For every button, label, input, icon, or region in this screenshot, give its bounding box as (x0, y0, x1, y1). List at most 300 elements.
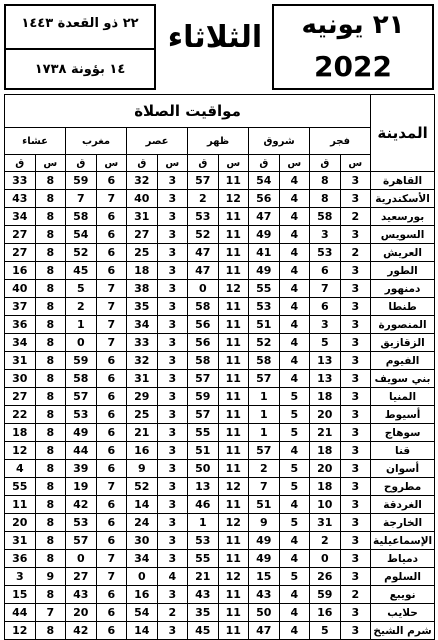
isha-minute: 36 (5, 550, 36, 568)
fajr-minute: 3 (310, 226, 341, 244)
table-row (5, 316, 435, 334)
asr-hour: 3 (157, 460, 188, 478)
shuruq-minute: 47 (249, 622, 280, 640)
dhuhr-minute: 21 (188, 568, 219, 586)
shuruq-minute: 58 (249, 352, 280, 370)
maghrib-minute: 45 (66, 262, 97, 280)
city-name: دمياط (371, 550, 435, 568)
shuruq-minute: 7 (249, 478, 280, 496)
maghrib-minute: 59 (66, 172, 97, 190)
fajr-hour: 3 (340, 262, 371, 280)
prayer-header-maghrib: مغرب (66, 128, 127, 155)
shuruq-hour: 5 (279, 568, 310, 586)
city-name: سوهاج (371, 424, 435, 442)
fajr-hour: 3 (340, 496, 371, 514)
shuruq-hour: 4 (279, 496, 310, 514)
fajr-hour: 3 (340, 514, 371, 532)
units-row (5, 155, 435, 172)
asr-hour: 2 (157, 604, 188, 622)
asr-hour: 3 (157, 514, 188, 532)
dhuhr-minute: 47 (188, 262, 219, 280)
isha-hour: 8 (35, 226, 66, 244)
fajr-minute: 18 (310, 442, 341, 460)
asr-minute: 29 (127, 388, 158, 406)
table-row (5, 298, 435, 316)
dhuhr-hour: 11 (218, 316, 249, 334)
dhuhr-hour: 11 (218, 208, 249, 226)
isha-hour: 8 (35, 352, 66, 370)
maghrib-hour: 6 (96, 172, 127, 190)
asr-minute: 14 (127, 496, 158, 514)
maghrib-hour: 7 (96, 298, 127, 316)
maghrib-minute: 39 (66, 460, 97, 478)
asr-minute: 18 (127, 262, 158, 280)
isha-hour: 8 (35, 262, 66, 280)
table-row (5, 388, 435, 406)
city-name: أسيوط (371, 406, 435, 424)
city-name: القاهرة (371, 172, 435, 190)
asr-minute: 0 (127, 568, 158, 586)
dhuhr-minute: 56 (188, 334, 219, 352)
city-name: الغردقة (371, 496, 435, 514)
dhuhr-hour: 11 (218, 388, 249, 406)
table-row (5, 334, 435, 352)
maghrib-minute: 57 (66, 532, 97, 550)
dhuhr-hour: 11 (218, 352, 249, 370)
table-row (5, 460, 435, 478)
isha-hour: 8 (35, 478, 66, 496)
asr-hour: 3 (157, 172, 188, 190)
dhuhr-minute: 51 (188, 442, 219, 460)
asr-minute: 21 (127, 424, 158, 442)
fajr-hour: 3 (340, 172, 371, 190)
table-row (5, 514, 435, 532)
isha-hour: 8 (35, 424, 66, 442)
shuruq-hour: 4 (279, 244, 310, 262)
maghrib-minute: 58 (66, 370, 97, 388)
asr-minute: 38 (127, 280, 158, 298)
shuruq-hour: 5 (279, 478, 310, 496)
shuruq-hour: 4 (279, 532, 310, 550)
isha-hour: 7 (35, 604, 66, 622)
table-row (5, 622, 435, 640)
fajr-minute: 5 (310, 622, 341, 640)
isha-minute: 22 (5, 406, 36, 424)
shuruq-minute: 49 (249, 532, 280, 550)
fajr-hour: 3 (340, 298, 371, 316)
isha-minute: 44 (5, 604, 36, 622)
dhuhr-minute: 55 (188, 550, 219, 568)
isha-minute: 37 (5, 298, 36, 316)
maghrib-minute: 20 (66, 604, 97, 622)
shuruq-minute: 1 (249, 388, 280, 406)
maghrib-minute: 42 (66, 622, 97, 640)
asr-hour: 3 (157, 190, 188, 208)
maghrib-hour: 7 (96, 190, 127, 208)
shuruq-hour: 4 (279, 280, 310, 298)
city-name: العريش (371, 244, 435, 262)
city-name: بورسعيد (371, 208, 435, 226)
asr-hour: 3 (157, 334, 188, 352)
isha-hour: 9 (35, 568, 66, 586)
asr-minute: 16 (127, 442, 158, 460)
isha-minute: 55 (5, 478, 36, 496)
asr-hour: 3 (157, 208, 188, 226)
fajr-minute: 20 (310, 460, 341, 478)
maghrib-hour: 6 (96, 388, 127, 406)
shuruq-hour: 4 (279, 226, 310, 244)
dhuhr-minute: 57 (188, 370, 219, 388)
dhuhr-minute: 53 (188, 532, 219, 550)
shuruq-minute: 15 (249, 568, 280, 586)
hijri-date-box (4, 4, 156, 90)
city-name: دمنهور (371, 280, 435, 298)
city-name: السلوم (371, 568, 435, 586)
maghrib-minute: 7 (66, 190, 97, 208)
isha-hour: 8 (35, 460, 66, 478)
isha-minute: 36 (5, 316, 36, 334)
fajr-hour: 3 (340, 604, 371, 622)
asr-hour: 3 (157, 478, 188, 496)
maghrib-minute: 19 (66, 478, 97, 496)
table-row (5, 496, 435, 514)
isha-minute: 34 (5, 208, 36, 226)
shuruq-hour: 4 (279, 622, 310, 640)
maghrib-hour: 6 (96, 406, 127, 424)
table-body (5, 172, 435, 640)
table-row (5, 262, 435, 280)
maghrib-minute: 52 (66, 244, 97, 262)
fajr-minute: 6 (310, 298, 341, 316)
isha-minute: 3 (5, 568, 36, 586)
isha-hour: 8 (35, 388, 66, 406)
maghrib-hour: 7 (96, 334, 127, 352)
isha-minute: 12 (5, 622, 36, 640)
dhuhr-hour: 11 (218, 532, 249, 550)
gregorian-year: 2022 (314, 50, 392, 83)
prayer-names-row (5, 128, 435, 155)
isha-minute: 30 (5, 370, 36, 388)
shuruq-minute: 51 (249, 316, 280, 334)
isha-hour: 8 (35, 550, 66, 568)
fajr-hour: 2 (340, 586, 371, 604)
dhuhr-minute: 43 (188, 586, 219, 604)
asr-minute: 52 (127, 478, 158, 496)
hour-unit-label: س (96, 155, 127, 172)
city-name: الطور (371, 262, 435, 280)
asr-hour: 3 (157, 586, 188, 604)
maghrib-hour: 7 (96, 568, 127, 586)
maghrib-hour: 6 (96, 604, 127, 622)
isha-minute: 16 (5, 262, 36, 280)
isha-hour: 8 (35, 190, 66, 208)
header (4, 4, 434, 92)
minute-unit-label: ق (127, 155, 158, 172)
shuruq-hour: 4 (279, 550, 310, 568)
fajr-minute: 18 (310, 388, 341, 406)
isha-hour: 8 (35, 172, 66, 190)
isha-minute: 12 (5, 442, 36, 460)
asr-hour: 3 (157, 226, 188, 244)
shuruq-hour: 4 (279, 442, 310, 460)
table-row (5, 532, 435, 550)
dhuhr-hour: 11 (218, 406, 249, 424)
asr-hour: 3 (157, 550, 188, 568)
maghrib-hour: 6 (96, 352, 127, 370)
shuruq-hour: 4 (279, 298, 310, 316)
shuruq-hour: 5 (279, 406, 310, 424)
maghrib-minute: 5 (66, 280, 97, 298)
asr-minute: 31 (127, 208, 158, 226)
shuruq-minute: 43 (249, 586, 280, 604)
isha-minute: 27 (5, 226, 36, 244)
dhuhr-minute: 13 (188, 478, 219, 496)
fajr-hour: 3 (340, 478, 371, 496)
fajr-hour: 3 (340, 334, 371, 352)
maghrib-hour: 7 (96, 478, 127, 496)
fajr-hour: 3 (340, 388, 371, 406)
prayer-header-asr: عصر (127, 128, 188, 155)
isha-hour: 8 (35, 514, 66, 532)
city-name: قنا (371, 442, 435, 460)
isha-hour: 8 (35, 406, 66, 424)
maghrib-hour: 6 (96, 586, 127, 604)
fajr-hour: 2 (340, 244, 371, 262)
maghrib-hour: 6 (96, 442, 127, 460)
maghrib-minute: 49 (66, 424, 97, 442)
asr-minute: 40 (127, 190, 158, 208)
isha-minute: 15 (5, 586, 36, 604)
maghrib-minute: 0 (66, 550, 97, 568)
fajr-minute: 7 (310, 280, 341, 298)
dhuhr-minute: 59 (188, 388, 219, 406)
maghrib-minute: 42 (66, 496, 97, 514)
city-column-header: المدينة (371, 95, 435, 172)
dhuhr-minute: 52 (188, 226, 219, 244)
dhuhr-minute: 58 (188, 298, 219, 316)
shuruq-hour: 4 (279, 262, 310, 280)
shuruq-minute: 56 (249, 190, 280, 208)
asr-hour: 3 (157, 406, 188, 424)
isha-hour: 8 (35, 532, 66, 550)
isha-minute: 11 (5, 496, 36, 514)
fajr-minute: 8 (310, 190, 341, 208)
hijri-date: ٢٢ ذو القعدة ١٤٤٣ (21, 16, 139, 31)
shuruq-hour: 5 (279, 388, 310, 406)
maghrib-hour: 7 (96, 550, 127, 568)
fajr-minute: 0 (310, 550, 341, 568)
table-row (5, 208, 435, 226)
asr-minute: 30 (127, 532, 158, 550)
fajr-hour: 2 (340, 208, 371, 226)
asr-minute: 32 (127, 352, 158, 370)
city-name: الإسماعيلية (371, 532, 435, 550)
fajr-hour: 3 (340, 460, 371, 478)
dhuhr-hour: 11 (218, 226, 249, 244)
shuruq-minute: 49 (249, 262, 280, 280)
gregorian-date-box (272, 4, 434, 90)
fajr-minute: 59 (310, 586, 341, 604)
fajr-hour: 3 (340, 280, 371, 298)
table-row (5, 370, 435, 388)
asr-minute: 25 (127, 244, 158, 262)
dhuhr-hour: 11 (218, 370, 249, 388)
asr-minute: 27 (127, 226, 158, 244)
asr-hour: 3 (157, 388, 188, 406)
shuruq-minute: 54 (249, 172, 280, 190)
asr-minute: 9 (127, 460, 158, 478)
fajr-minute: 2 (310, 532, 341, 550)
fajr-hour: 3 (340, 550, 371, 568)
asr-minute: 34 (127, 550, 158, 568)
shuruq-hour: 5 (279, 424, 310, 442)
fajr-hour: 3 (340, 568, 371, 586)
hour-unit-label: س (279, 155, 310, 172)
asr-minute: 31 (127, 370, 158, 388)
prayer-header-dhuhr: ظهر (188, 128, 249, 155)
shuruq-minute: 1 (249, 406, 280, 424)
table-title: مواقيت الصلاة (5, 95, 371, 128)
prayer-header-shuruq: شروق (249, 128, 310, 155)
asr-minute: 25 (127, 406, 158, 424)
city-name: الزقازيق (371, 334, 435, 352)
city-name: بني سويف (371, 370, 435, 388)
fajr-hour: 3 (340, 190, 371, 208)
shuruq-minute: 2 (249, 460, 280, 478)
prayer-times-table (4, 94, 435, 640)
shuruq-hour: 5 (279, 514, 310, 532)
fajr-minute: 31 (310, 514, 341, 532)
city-name: أسوان (371, 460, 435, 478)
fajr-minute: 58 (310, 208, 341, 226)
asr-minute: 33 (127, 334, 158, 352)
isha-minute: 31 (5, 532, 36, 550)
table-row (5, 352, 435, 370)
shuruq-minute: 52 (249, 334, 280, 352)
maghrib-hour: 6 (96, 244, 127, 262)
asr-hour: 3 (157, 370, 188, 388)
asr-minute: 34 (127, 316, 158, 334)
dhuhr-minute: 50 (188, 460, 219, 478)
dhuhr-minute: 58 (188, 352, 219, 370)
minute-unit-label: ق (249, 155, 280, 172)
fajr-minute: 3 (310, 316, 341, 334)
shuruq-hour: 5 (279, 460, 310, 478)
city-name: الفيوم (371, 352, 435, 370)
maghrib-hour: 6 (96, 370, 127, 388)
isha-hour: 8 (35, 442, 66, 460)
asr-hour: 3 (157, 316, 188, 334)
shuruq-minute: 49 (249, 226, 280, 244)
city-name: المنيا (371, 388, 435, 406)
isha-hour: 8 (35, 586, 66, 604)
fajr-minute: 18 (310, 478, 341, 496)
shuruq-minute: 47 (249, 208, 280, 226)
maghrib-minute: 0 (66, 334, 97, 352)
fajr-hour: 3 (340, 442, 371, 460)
isha-minute: 34 (5, 334, 36, 352)
dhuhr-minute: 2 (188, 190, 219, 208)
fajr-minute: 20 (310, 406, 341, 424)
fajr-minute: 53 (310, 244, 341, 262)
shuruq-minute: 55 (249, 280, 280, 298)
asr-hour: 3 (157, 532, 188, 550)
dhuhr-hour: 11 (218, 496, 249, 514)
minute-unit-label: ق (188, 155, 219, 172)
table-row (5, 244, 435, 262)
minute-unit-label: ق (66, 155, 97, 172)
dhuhr-hour: 11 (218, 622, 249, 640)
city-name: مطروح (371, 478, 435, 496)
table-row (5, 280, 435, 298)
maghrib-hour: 7 (96, 280, 127, 298)
shuruq-minute: 49 (249, 550, 280, 568)
dhuhr-hour: 11 (218, 424, 249, 442)
maghrib-minute: 58 (66, 208, 97, 226)
maghrib-hour: 6 (96, 622, 127, 640)
shuruq-minute: 9 (249, 514, 280, 532)
dhuhr-minute: 57 (188, 406, 219, 424)
dhuhr-minute: 53 (188, 208, 219, 226)
maghrib-hour: 6 (96, 208, 127, 226)
isha-hour: 8 (35, 370, 66, 388)
minute-unit-label: ق (5, 155, 36, 172)
shuruq-hour: 4 (279, 604, 310, 622)
dhuhr-hour: 11 (218, 334, 249, 352)
isha-hour: 8 (35, 334, 66, 352)
fajr-minute: 6 (310, 262, 341, 280)
weekday: الثلاثاء (167, 20, 263, 55)
dhuhr-minute: 47 (188, 244, 219, 262)
maghrib-minute: 27 (66, 568, 97, 586)
shuruq-hour: 4 (279, 352, 310, 370)
asr-hour: 3 (157, 424, 188, 442)
isha-hour: 8 (35, 280, 66, 298)
isha-minute: 27 (5, 388, 36, 406)
shuruq-minute: 57 (249, 442, 280, 460)
fajr-minute: 13 (310, 370, 341, 388)
dhuhr-minute: 46 (188, 496, 219, 514)
fajr-hour: 3 (340, 424, 371, 442)
asr-minute: 32 (127, 172, 158, 190)
maghrib-minute: 2 (66, 298, 97, 316)
isha-hour: 8 (35, 496, 66, 514)
asr-hour: 4 (157, 568, 188, 586)
maghrib-hour: 6 (96, 424, 127, 442)
shuruq-minute: 51 (249, 496, 280, 514)
asr-minute: 35 (127, 298, 158, 316)
shuruq-hour: 4 (279, 190, 310, 208)
city-name: الخارجة (371, 514, 435, 532)
table-row (5, 172, 435, 190)
shuruq-hour: 4 (279, 334, 310, 352)
maghrib-minute: 53 (66, 514, 97, 532)
maghrib-minute: 44 (66, 442, 97, 460)
asr-minute: 14 (127, 622, 158, 640)
dhuhr-hour: 12 (218, 478, 249, 496)
city-name: شرم الشيخ (371, 622, 435, 640)
city-name: نويبع (371, 586, 435, 604)
table-row (5, 190, 435, 208)
shuruq-minute: 57 (249, 370, 280, 388)
hour-unit-label: س (218, 155, 249, 172)
dhuhr-minute: 56 (188, 316, 219, 334)
asr-hour: 3 (157, 262, 188, 280)
isha-minute: 4 (5, 460, 36, 478)
dhuhr-hour: 12 (218, 190, 249, 208)
maghrib-minute: 57 (66, 388, 97, 406)
table-row (5, 586, 435, 604)
